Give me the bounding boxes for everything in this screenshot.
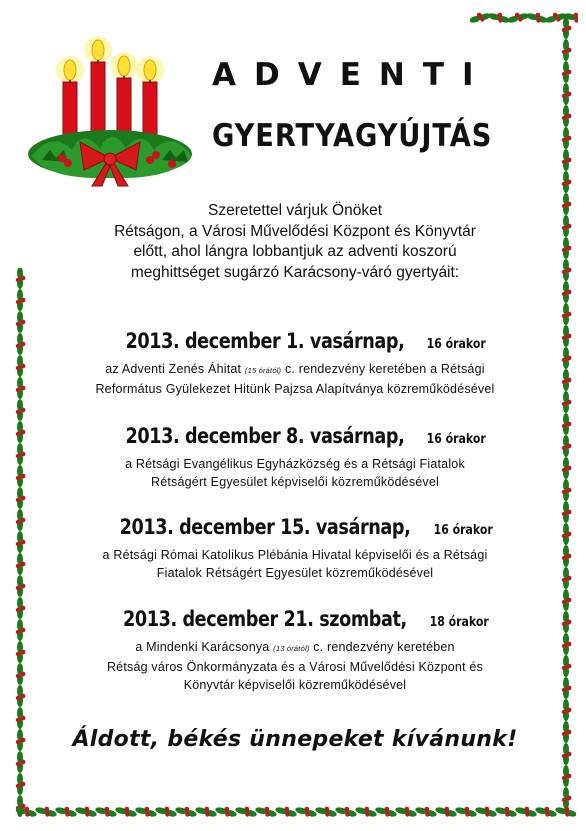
- holly-sprig-icon: [562, 325, 572, 347]
- holly-sprig-icon: [54, 804, 78, 819]
- holly-sprig-icon: [16, 685, 26, 707]
- holly-sprig-icon: [434, 804, 458, 819]
- holly-sprig-icon: [174, 804, 198, 819]
- advent-wreath-icon: [22, 30, 200, 190]
- holly-sprig-icon: [562, 171, 572, 193]
- holly-sprig-icon: [562, 765, 572, 787]
- holly-sprig-icon: [16, 377, 26, 399]
- holly-sprig-icon: [94, 804, 118, 819]
- holly-sprig-icon: [562, 501, 572, 523]
- event-hour: 16 órakor: [433, 523, 493, 538]
- holly-sprig-icon: [234, 804, 258, 819]
- intro-line: meghittséget sugárzó Karácsony-váró gyertyáit:: [130, 263, 460, 281]
- holly-sprig-icon: [16, 509, 26, 531]
- holly-sprig-icon: [16, 804, 38, 819]
- closing-greeting: Áldott, békés ünnepeket kívánunk!: [72, 727, 518, 752]
- holly-sprig-icon: [16, 399, 26, 421]
- event-description-line: Rétság város Önkormányzata és a Városi Művelődési Központ és: [106, 660, 484, 674]
- holly-sprig-icon: [562, 545, 572, 567]
- holly-sprig-icon: [414, 804, 438, 819]
- holly-sprig-icon: [562, 17, 572, 39]
- holly-sprig-icon: [562, 655, 572, 677]
- holly-sprig-icon: [474, 804, 498, 819]
- holly-sprig-icon: [334, 804, 358, 819]
- event-description-line: Fiatalok Rétságért Egyesület közreműködésével: [156, 566, 434, 580]
- holly-sprig-icon: [16, 729, 26, 751]
- event-description-line: a Rétsági Evangélikus Egyházközség és a Rétsági Fiatalok: [125, 457, 465, 471]
- holly-sprig-icon: [562, 633, 572, 655]
- holly-sprig-icon: [562, 105, 572, 127]
- holly-sprig-icon: [74, 804, 98, 819]
- holly-sprig-icon: [16, 531, 26, 553]
- holly-sprig-icon: [562, 237, 572, 259]
- holly-sprig-icon: [16, 465, 26, 487]
- holly-sprig-icon: [562, 303, 572, 325]
- event-2: [40, 421, 550, 491]
- holly-sprig-icon: [134, 804, 158, 819]
- intro-line: előtt, ahol lángra lobbantjuk az adventi koszorú: [133, 243, 457, 260]
- event-description-line: Könyvtár képviselői közreműködésével: [183, 678, 407, 692]
- holly-sprig-icon: [16, 443, 26, 465]
- holly-sprig-icon: [525, 10, 549, 25]
- event-4: [40, 604, 550, 694]
- holly-sprig-icon: [562, 479, 572, 501]
- holly-sprig-icon: [16, 487, 26, 509]
- holly-sprig-icon: [16, 575, 26, 597]
- holly-border-bottom: [16, 799, 576, 825]
- holly-sprig-icon: [154, 804, 178, 819]
- event-date: 2013. december 21. szombat,: [122, 607, 407, 631]
- holly-sprig-icon: [562, 149, 572, 171]
- holly-sprig-icon: [454, 804, 478, 819]
- holly-sprig-icon: [16, 597, 26, 619]
- event-start-note: (15 órától): [244, 366, 282, 375]
- holly-sprig-icon: [16, 333, 26, 355]
- holly-sprig-icon: [34, 804, 58, 819]
- holly-sprig-icon: [514, 804, 538, 819]
- holly-sprig-icon: [534, 804, 558, 819]
- holly-sprig-icon: [16, 663, 26, 685]
- holly-sprig-icon: [562, 743, 572, 765]
- event-description-line: Református Gyülekezet Hitünk Pajzsa Alapítványa közreműködésével: [95, 382, 495, 396]
- event-hour: 16 órakor: [426, 432, 486, 447]
- holly-sprig-icon: [562, 193, 572, 215]
- event-description-line: a Mindenki Karácsonya (13 órától) c. rendezvény keretében: [135, 640, 455, 654]
- holly-sprig-icon: [16, 707, 26, 729]
- holly-sprig-icon: [487, 10, 511, 25]
- event-date: 2013. december 15. vasárnap,: [119, 515, 410, 539]
- holly-sprig-icon: [562, 391, 572, 413]
- holly-sprig-icon: [562, 39, 572, 61]
- holly-sprig-icon: [506, 10, 530, 25]
- holly-sprig-icon: [562, 567, 572, 589]
- title-line-2: GYERTYAGYÚJTÁS: [212, 118, 493, 154]
- holly-sprig-icon: [194, 804, 218, 819]
- holly-sprig-icon: [16, 268, 26, 289]
- holly-sprig-icon: [16, 355, 26, 377]
- holly-sprig-icon: [562, 435, 572, 457]
- holly-sprig-icon: [562, 611, 572, 633]
- event-description-line: Rétságért Egyesület képviselői közreműködésével: [150, 475, 439, 489]
- holly-sprig-icon: [562, 347, 572, 369]
- title-block: [212, 56, 542, 156]
- holly-sprig-icon: [562, 61, 572, 83]
- holly-sprig-icon: [16, 553, 26, 575]
- holly-sprig-icon: [470, 10, 492, 25]
- holly-sprig-icon: [562, 83, 572, 105]
- intro-paragraph: [60, 201, 530, 283]
- event-description-line: az Adventi Zenés Áhitat (15 órától) c. rendezvény keretében a Rétsági: [105, 362, 485, 376]
- holly-sprig-icon: [562, 589, 572, 611]
- holly-sprig-icon: [16, 619, 26, 641]
- event-3: [40, 512, 550, 582]
- holly-sprig-icon: [16, 311, 26, 333]
- event-date: 2013. december 8. vasárnap,: [125, 424, 405, 448]
- holly-sprig-icon: [494, 804, 518, 819]
- holly-sprig-icon: [314, 804, 338, 819]
- event-date: 2013. december 1. vasárnap,: [125, 329, 405, 353]
- holly-sprig-icon: [554, 804, 576, 819]
- event-start-note: (13 órától): [273, 644, 310, 653]
- holly-sprig-icon: [562, 457, 572, 479]
- holly-sprig-icon: [562, 721, 572, 743]
- holly-sprig-icon: [562, 413, 572, 435]
- holly-sprig-icon: [274, 804, 298, 819]
- holly-sprig-icon: [16, 773, 26, 795]
- holly-sprig-icon: [16, 641, 26, 663]
- intro-line: Szeretettel várjuk Önöket: [207, 202, 383, 219]
- holly-sprig-icon: [562, 215, 572, 237]
- holly-sprig-icon: [294, 804, 318, 819]
- holly-sprig-icon: [354, 804, 378, 819]
- event-1: [40, 326, 550, 398]
- holly-sprig-icon: [254, 804, 278, 819]
- intro-line: Rétságon, a Városi Művelődési Központ és Könyvtár: [114, 222, 476, 240]
- holly-border-right: [552, 14, 580, 820]
- event-description-line: a Rétsági Római Katolikus Plébánia Hivatal képviselői és a Rétsági: [102, 548, 488, 562]
- holly-sprig-icon: [374, 804, 398, 819]
- holly-sprig-icon: [562, 369, 572, 391]
- holly-sprig-icon: [562, 523, 572, 545]
- holly-sprig-icon: [214, 804, 238, 819]
- holly-sprig-icon: [114, 804, 138, 819]
- holly-sprig-icon: [562, 281, 572, 303]
- holly-sprig-icon: [16, 289, 26, 311]
- holly-sprig-icon: [16, 421, 26, 443]
- holly-sprig-icon: [562, 699, 572, 721]
- holly-sprig-icon: [562, 127, 572, 149]
- event-hour: 16 órakor: [426, 337, 486, 352]
- holly-border-left: [6, 268, 34, 820]
- title-line-1: ADVENTI: [212, 57, 492, 93]
- holly-sprig-icon: [562, 259, 572, 281]
- holly-sprig-icon: [16, 751, 26, 773]
- event-hour: 18 órakor: [429, 615, 489, 630]
- holly-sprig-icon: [394, 804, 418, 819]
- holly-sprig-icon: [562, 677, 572, 699]
